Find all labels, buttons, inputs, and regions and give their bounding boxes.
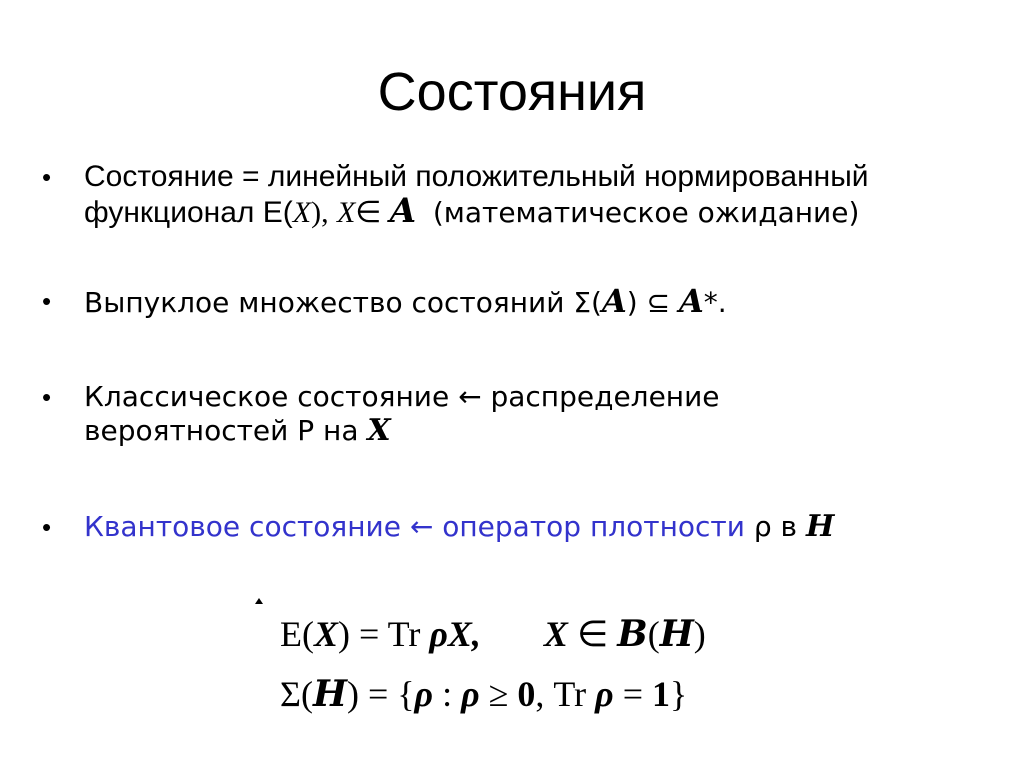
functional-label: функционал E( xyxy=(84,196,293,229)
rho-in: ρ в xyxy=(753,510,798,543)
bullet-marker: • xyxy=(42,512,52,542)
bullet-line-2 xyxy=(84,191,1004,231)
equals-trace: ) = Tr xyxy=(338,614,421,654)
paren-close: ) xyxy=(693,614,706,654)
rho-x: ρX, xyxy=(429,614,481,654)
bullet-marker: • xyxy=(42,286,52,316)
subset-symbol: ) ⊆ xyxy=(626,286,671,319)
element-of-symbol: ∈ xyxy=(576,614,609,654)
bullet-line-1: Классическое состояние ← распределение xyxy=(84,380,720,413)
var-x: X xyxy=(313,614,338,654)
bullet-text xyxy=(84,284,1004,320)
quantum-state-label: Квантовое состояние ← оператор плотности xyxy=(84,510,745,543)
algebra-symbol: A xyxy=(389,191,417,231)
formula-state-set xyxy=(280,672,687,716)
zero: 0 xyxy=(517,674,536,714)
bullet-text xyxy=(84,380,1004,448)
expectation-note: (математическое ожидание) xyxy=(432,196,860,229)
bullet-line-1: Состояние = линейный положительный нормированный xyxy=(84,160,869,193)
paren-close: ), xyxy=(311,196,329,229)
paren-open: ( xyxy=(647,614,660,654)
dual-star: *. xyxy=(703,286,727,319)
element-of-symbol: ∈ xyxy=(355,196,382,229)
comma-trace: , Tr xyxy=(535,674,596,714)
var-x: X xyxy=(336,196,356,229)
space-symbol: X xyxy=(367,413,391,448)
colon: : xyxy=(433,674,462,714)
bullet-line-2 xyxy=(84,414,1004,448)
var-x: X xyxy=(543,614,568,654)
hilbert-space-symbol: H xyxy=(805,509,835,544)
rho-symbol: ρ xyxy=(461,674,480,714)
bullet-text xyxy=(84,510,1004,544)
convex-set-label: Выпуклое множество состояний Σ( xyxy=(84,286,602,319)
rho-symbol: ρ xyxy=(414,674,434,714)
brace-close: } xyxy=(670,674,688,714)
one: 1 xyxy=(652,674,670,714)
probability-label: вероятностей P на xyxy=(84,414,359,447)
bullet-text xyxy=(84,160,1004,230)
sigma-symbol: Σ( xyxy=(280,674,313,714)
bounded-operators-symbol: B xyxy=(617,613,648,655)
expectation-symbol: E( xyxy=(280,614,314,654)
hilbert-space-symbol: H xyxy=(659,613,694,655)
slide-title: Состояния xyxy=(377,62,647,122)
equals: = xyxy=(613,674,652,714)
formula-expectation xyxy=(280,612,706,656)
bullet-marker: • xyxy=(42,382,52,412)
rho-symbol: ρ xyxy=(595,674,614,714)
algebra-symbol: A xyxy=(601,282,627,320)
equals-brace: ) = { xyxy=(346,674,415,714)
bullet-marker: • xyxy=(42,162,52,192)
var-x: X xyxy=(292,196,312,229)
small-arrow-marker xyxy=(255,598,263,604)
geq-symbol: ≥ xyxy=(479,674,518,714)
hilbert-space-symbol: H xyxy=(312,673,347,715)
algebra-symbol: A xyxy=(678,282,704,320)
